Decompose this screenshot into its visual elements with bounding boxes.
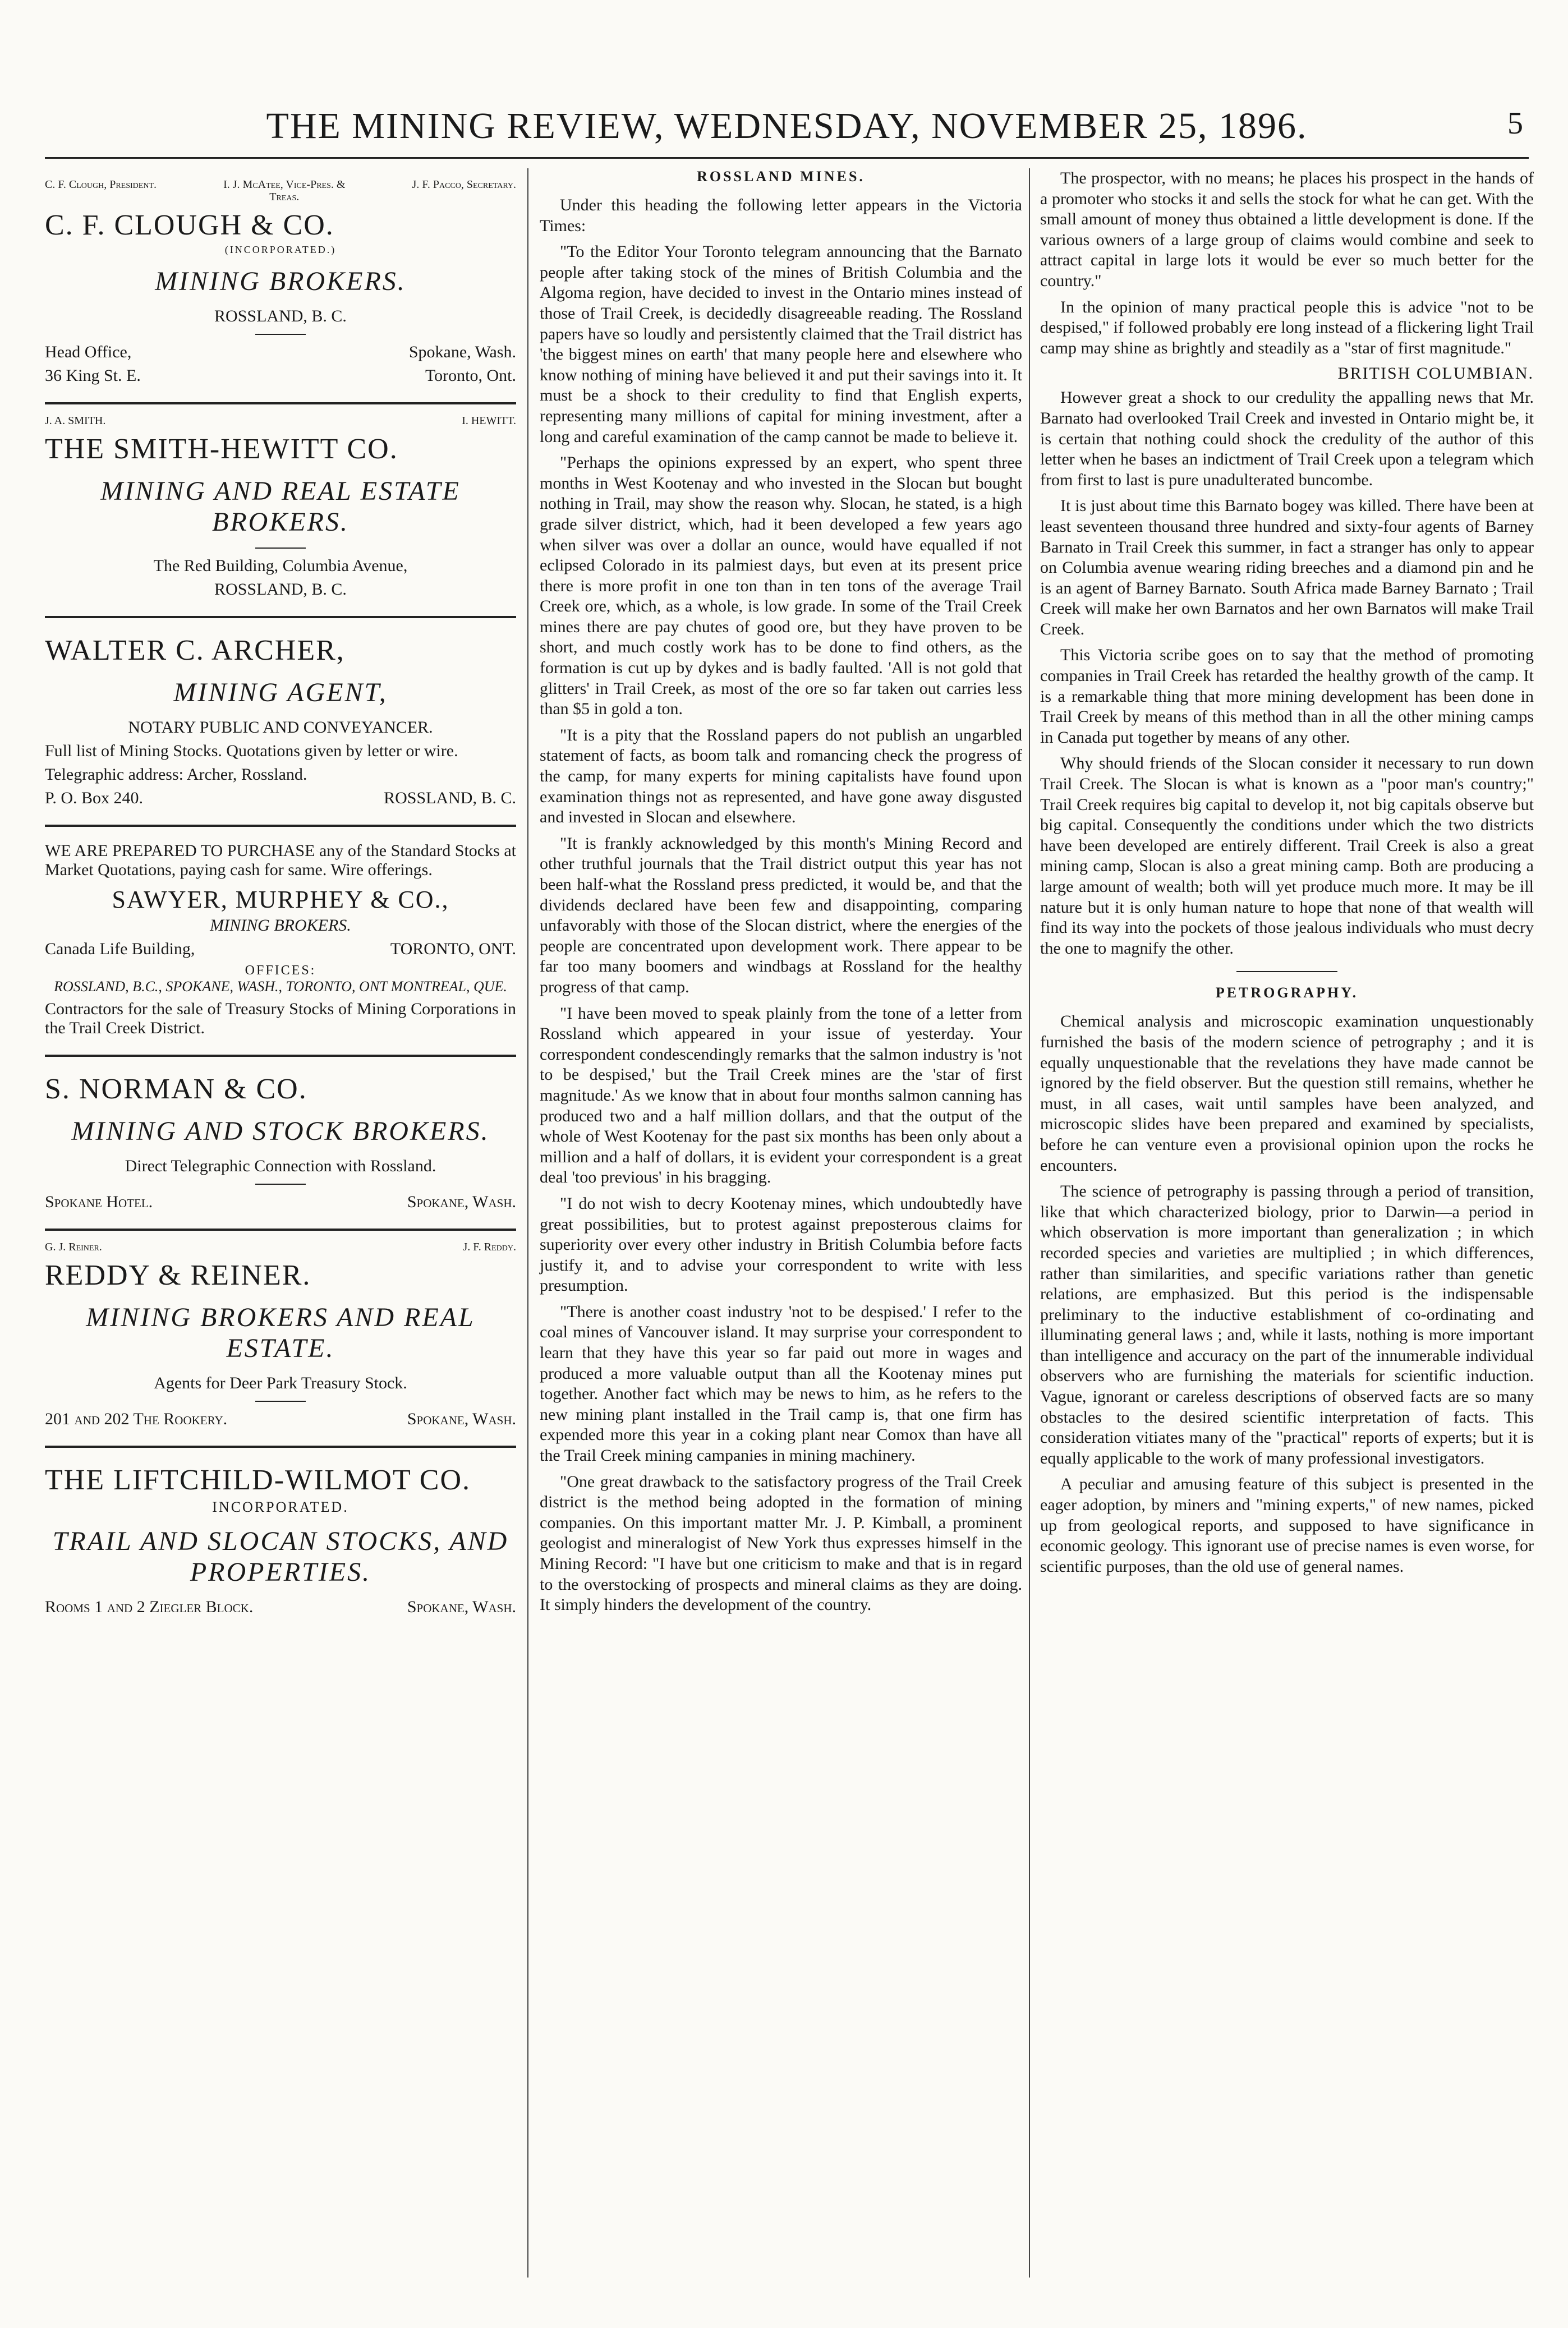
advertisements-column	[45, 168, 528, 2278]
article-paragraph: Chemical analysis and microscopic examination unquestionably furnished the basis of the modern science of petrography ; and it is equally unquestionable that the revelations they have made cannot be ignored by the field observer. But the question still remains, whether he must, in all cases, wait until samples have been analyzed, and microscopic slides have been prepared and examined by specialists, before he can venture even a provisional opinion upon the rocks he encounters.	[1040, 1012, 1534, 1175]
ad-intro: WE ARE PREPARED TO PURCHASE any of the Standard Stocks at Market Quotations, paying cash for same. Wire offerings.	[45, 841, 516, 879]
ad-business: MINING BROKERS.	[155, 266, 406, 296]
ad-liftchild-wilmot	[45, 1448, 516, 1634]
article-paragraph: "There is another coast industry 'not to be despised.' I refer to the coal mines of Vancouver island. It may surprise your correspondent to learn that they have this year so far paid out more in wages and produced a more valuable output than all the Kootenay mines put together. Another fact which may be news to him, as he refers to the new mining plant installed in the Trail camp is, that one firm has expended more this year in a coking plant near Comox than have all the Trail Creek mining campanies in mining machinery.	[540, 1302, 1022, 1465]
ad-head-office-city: Spokane, Wash.	[408, 343, 516, 361]
ad-stocks: Full list of Mining Stocks. Quotations given by letter or wire.	[45, 742, 458, 760]
ad-offices-label: OFFICES:	[245, 963, 316, 978]
ad-city: Spokane, Wash.	[407, 1193, 516, 1211]
ad-business: MINING AND REAL ESTATE BROKERS.	[100, 476, 461, 537]
ad-address: The Red Building, Columbia Avenue,	[153, 556, 408, 575]
ad-building: Canada Life Building,	[45, 940, 195, 958]
ad-archer	[45, 618, 516, 827]
ad-city: ROSSLAND, B. C.	[214, 307, 347, 325]
ad-address: Rooms 1 and 2 Ziegler Block.	[45, 1598, 254, 1616]
ad-firm-name: WALTER C. ARCHER,	[45, 634, 345, 666]
ad-branch: 36 King St. E.	[45, 366, 141, 385]
article-paragraph: "Perhaps the opinions expressed by an expert, who spent three months in West Kootenay and who invested in the Slocan but bought nothing in Trail, may show the reason why. Slocan, he stated, is a high grade silver district, which, had it been developed a few years ago when silver was over a dollar an ounce, would have equalled if not eclipsed Colorado in its palmiest days, but even at its present price there is more profit in one ton than in ten tons of the average Trail Creek ore, which, as a whole, is low grade. In some of the Trail Creek mines there are pay chutes of good ore, but they have proven to be short, and much costly work has to be done to find others, as the formation is cut up by dykes and is badly faulted. 'All is not gold that glitters' in Trail Creek, as most of the ore so far taken out carries less than $5 in gold a ton.	[540, 453, 1022, 719]
article-paragraph: It is just about time this Barnato bogey was killed. There have been at least seventeen thousand three hundred and sixty-four agents of Barney Barnato in Trail Creek this summer, in fact a stranger has only to appear on Columbia avenue wearing riding breeches and a diamond pin and he is an agent of Barney Barnato. South Africa made Barney Barnato ; Trail Creek will make her own Barnatos and her own Barnatos will make Trail Creek.	[1040, 496, 1534, 638]
article-paragraph: A peculiar and amusing feature of this subject is presented in the eager adoption, by miners and "mining experts," of new names, picked up from geological reports, and supposed to have significance in economic geology. This ignorant use of precise names is even worse, for scientific purposes, than the old use of general names.	[1040, 1475, 1534, 1576]
ad-notary: NOTARY PUBLIC AND CONVEYANCER.	[128, 718, 433, 737]
ad-officers: C. F. Clough, President. I. J. McAtee, Vice-Pres. & Treas. J. F. Pacco, Secretary.	[45, 178, 516, 203]
ad-offices: ROSSLAND, B.C., SPOKANE, WASH., TORONTO, ONT MONTREAL, QUE.	[54, 978, 507, 995]
ad-firm-name: S. NORMAN & CO.	[45, 1073, 307, 1105]
ad-officers: G. J. Reiner. J. F. Reddy.	[45, 1241, 516, 1253]
ad-incorporated: INCORPORATED.	[212, 1499, 349, 1515]
petrography-headline: PETROGRAPHY.	[1215, 984, 1359, 1001]
ad-firm-name: C. F. CLOUGH & CO.	[45, 209, 334, 241]
ad-telegraph: Direct Telegraphic Connection with Rossland.	[125, 1157, 436, 1175]
article-paragraph: The prospector, with no means; he places his prospect in the hands of a promoter who stocks it and sells the stock for what he can get. With the small amount of money thus obtained a little development is done. If the various owners of a large group of claims would combine and seek to attract capital in large lots it would be ever so much better for the country."	[1040, 169, 1534, 290]
ad-firm-name: THE LIFTCHILD-WILMOT CO.	[45, 1464, 471, 1496]
ad-city: Spokane, Wash.	[407, 1410, 516, 1428]
ad-city: TORONTO, ONT.	[390, 940, 516, 958]
ad-city: ROSSLAND, B. C.	[214, 580, 347, 599]
ad-business: TRAIL AND SLOCAN STOCKS, AND PROPERTIES.	[52, 1526, 509, 1587]
ad-sawyer-murphey	[45, 827, 516, 1057]
article-paragraph: This Victoria scribe goes on to say that the method of promoting companies in Trail Creek has retarded the healthy growth of the camp. It is a remarkable thing that more mining development has been done in Trail Creek by means of this method than in all the other mining camps in Canada put together by means of any other.	[1040, 646, 1534, 747]
ad-hotel: Spokane Hotel.	[45, 1193, 153, 1211]
ad-address: 201 and 202 The Rookery.	[45, 1410, 228, 1428]
masthead	[45, 95, 1529, 159]
article-paragraph: However great a shock to our credulity the appalling news that Mr. Barnato had overlooked Trail Creek and invested in Ontario might be, it is certain that nothing could shock the credulity of the author of this letter when he bases an indictment of Trail Creek upon a telegram which from first to last is pure unadulterated buncombe.	[1040, 388, 1534, 489]
rossland-mines-article	[533, 168, 1030, 2278]
article-paragraph: "I have been moved to speak plainly from the tone of a letter from Rossland which appeared in your issue of yesterday. Your correspondent condescendingly remarks that the salmon industry is 'not to be despised,' but the Trail Creek mines are the 'star of first magnitude.' As we know that in about four months salmon canning has produced two and a half million dollars, and that the output of the whole of West Kootenay for the past six months has been only about a million and a half of dollars, it is evident your correspondent is a great deal 'too previous' in his bragging.	[540, 1004, 1022, 1187]
ad-firm-name: REDDY & REINER.	[45, 1259, 311, 1291]
ad-norman	[45, 1057, 516, 1231]
ad-city: ROSSLAND, B. C.	[384, 789, 516, 807]
article-paragraph: "I do not wish to decry Kootenay mines, which undoubtedly have great possibilities, but to protest against preposterous claims for superiority over every other industry in British Columbia before facts justify it, and to advise your correspondent to write with less presumption.	[540, 1194, 1022, 1295]
ad-city: Spokane, Wash.	[407, 1598, 516, 1616]
divider	[255, 1184, 306, 1185]
ad-incorporated: (INCORPORATED.)	[224, 244, 337, 255]
article-paragraph: Under this heading the following letter appears in the Victoria Times:	[540, 196, 1022, 235]
third-column	[1032, 168, 1534, 2278]
letter-signature: BRITISH COLUMBIAN.	[1337, 364, 1534, 383]
ad-business: MINING BROKERS.	[210, 916, 351, 935]
divider	[255, 334, 306, 335]
article-paragraph: "To the Editor Your Toronto telegram announcing that the Barnato people after taking stock of the mines of British Columbia and the Algoma region, have decided to invest in the Ontario mines instead of those of Trail Creek, is decidedly disagreeable reading. The Rossland papers have so loudly and persistently claimed that the Trail district has 'the biggest mines on earth' that many people here and elsewhere who know nothing of mining have believed it and put their savings into it. It must be a shock to their credulity to find that English experts, representing many millions of capital for mining investment, after a long and careful examination of the camp cannot be made to believe it.	[540, 242, 1022, 446]
ad-po-box: P. O. Box 240.	[45, 789, 144, 807]
ad-branch-city: Toronto, Ont.	[425, 366, 516, 385]
article-headline: ROSSLAND MINES.	[697, 168, 865, 185]
ad-smith-hewitt	[45, 404, 516, 618]
ad-clough	[45, 168, 516, 404]
ad-agents: Agents for Deer Park Treasury Stock.	[154, 1374, 407, 1392]
ad-contractors: Contractors for the sale of Treasury Stocks of Mining Corporations in the Trail Creek District.	[45, 1000, 516, 1037]
ad-business: MINING BROKERS AND REAL ESTATE.	[86, 1303, 475, 1363]
ad-officers: J. A. SMITH. I. HEWITT.	[45, 415, 516, 427]
page-number: 5	[1507, 106, 1523, 141]
article-paragraph: "One great drawback to the satisfactory progress of the Trail Creek district is the method being adopted in the formation of mining companies. On this important matter Mr. J. P. Kimball, a prominent geologist and mineralogist of New York thus expresses himself in the Mining Record: "I have but one criticism to make and that is in regard to the overstocking of prospects and mineral claims as they are doing. It simply hinders the development of the country.	[540, 1472, 1022, 1614]
article-paragraph: "It is frankly acknowledged by this month's Mining Record and other truthful journals that the Trail district output this year has not been half-what the Rossland press predicted, it would be, and that the dividends declared have been few and disappointing, comparing unfavorably with those of the Slocan district, where the energies of the people are concentrated upon development work. There appear to be far too many boomers and windbags at Rossland for the healthy progress of that camp.	[540, 834, 1022, 996]
ad-firm-name: SAWYER, MURPHEY & CO.,	[112, 886, 449, 913]
ad-business: MINING AGENT,	[173, 678, 388, 707]
article-paragraph: The science of petrography is passing through a period of transition, like that which characterized biology, prior to Darwin—a period in which observation is more important than generalization ; in which recorded species and varieties are multiplied ; in which differences, rather than similarities, and specific variations rather than genetic relations, are emphasized. But this period is the indispensable preliminary to the inductive establishment of co-ordinating and illuminating general laws ; and, while it lasts, nothing is more important than intelligence and accuracy on the part of the innumerable individual observers who are furnishing the materials for scientific induction. Vague, ignorant or careless descriptions of observed facts are so many obstacles to the desired scientific interpretation of facts. This consideration vitiates many of the "practical" reports of experts; but it is equally applicable to the work of many professional investigators.	[1040, 1182, 1534, 1467]
divider	[1236, 971, 1337, 972]
ad-telegraph: Telegraphic address: Archer, Rossland.	[45, 765, 307, 784]
ad-firm-name: THE SMITH-HEWITT CO.	[45, 433, 398, 465]
ad-business: MINING AND STOCK BROKERS.	[71, 1116, 490, 1146]
ad-head-office: Head Office,	[45, 343, 132, 361]
ad-reddy-reiner	[45, 1231, 516, 1448]
masthead-title: THE MINING REVIEW, WEDNESDAY, NOVEMBER 25, 1896.	[266, 105, 1308, 146]
article-paragraph: In the opinion of many practical people this is advice "not to be despised," if followed probably ere long instead of a flickering light Trail camp may shine as brightly and steadily as a "star of first magnitude."	[1040, 297, 1534, 357]
divider	[255, 548, 306, 549]
article-paragraph: Why should friends of the Slocan consider it necessary to run down Trail Creek. The Slocan is what is known as a "poor man's country;" Trail Creek requires big capital to develop it, not big capitals observe but big capital. Consequently the conditions under which the two districts have been developed are entirely different. Trail Creek is also a great mining camp, Slocan is also a great mining camp. Both are producing a large amount of wealth; both will yet produce much more. It may be ill nature but it is only human nature to hope that none of that wealth will find its way into the pockets of those jealous individuals who must decry the one to magnify the other.	[1040, 754, 1534, 958]
divider	[255, 1401, 306, 1402]
article-paragraph: "It is a pity that the Rossland papers do not publish an ungarbled statement of facts, as boom talk and romancing check the progress of the camp, for many experts for mining capitalists have found upon examination things not as represented, and have gone away disgusted and invested in Slocan and elsewhere.	[540, 725, 1022, 827]
